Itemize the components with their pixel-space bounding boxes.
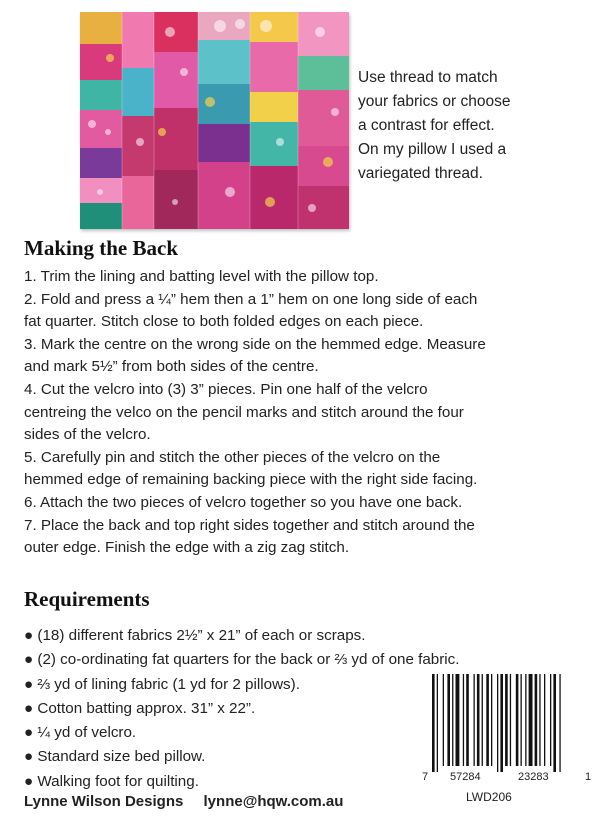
barcode-bar — [550, 674, 551, 766]
making-back-heading: Making the Back — [24, 236, 179, 260]
barcode-digit-left: 7 — [422, 771, 429, 783]
barcode-bar — [432, 674, 435, 772]
barcode-bar — [456, 674, 460, 766]
making-back-steps — [24, 266, 584, 560]
requirement-item: ● Standard size bed pillow. — [24, 748, 206, 766]
barcode-bar — [544, 674, 545, 766]
barcode-bar — [463, 674, 464, 766]
footer — [24, 793, 343, 810]
intro-line: a contrast for effect. — [358, 117, 495, 134]
pillow-photo — [80, 12, 349, 229]
requirement-item: ● ⅔ yd of lining fabric (1 yd for 2 pillows). — [24, 675, 300, 693]
barcode-bar — [477, 674, 480, 766]
barcode-bar — [559, 674, 560, 772]
barcode-bar — [553, 674, 556, 772]
step-line: 7. Place the back and top right sides together and stitch around the — [24, 516, 475, 534]
step-line: 5. Carefully pin and stitch the other pieces of the velcro on the — [24, 448, 441, 466]
barcode-bar — [452, 674, 453, 766]
intro-note — [358, 66, 578, 186]
requirement-item: ● (2) co-ordinating fat quarters for the back or ⅔ yd of one fabric. — [24, 651, 460, 669]
requirement-item: ● Walking foot for quilting. — [24, 772, 199, 790]
barcode-bar — [497, 674, 498, 772]
barcode-graphic — [420, 670, 595, 788]
barcode-bar — [516, 674, 519, 766]
step-line: and mark 5½” from both sides of the centre. — [24, 358, 319, 376]
intro-line: Use thread to match — [358, 69, 498, 86]
intro-line: your fabrics or choose — [358, 93, 511, 110]
requirement-item: ● ¼ yd of velcro. — [24, 724, 137, 742]
barcode-bar — [529, 674, 533, 766]
barcode-bar — [491, 674, 492, 766]
step-line: 3. Mark the centre on the wrong side on the hemmed edge. Measure — [24, 335, 486, 353]
requirement-item: ● (18) different fabrics 2½” x 21” of each or scraps. — [24, 627, 366, 644]
requirements-heading: Requirements — [24, 587, 150, 611]
intro-line: On my pillow I used a — [358, 141, 507, 158]
step-line: fat quarter. Stitch close to both folded edges on each piece. — [24, 313, 424, 331]
product-code: LWD206 — [466, 790, 512, 804]
barcode — [420, 670, 595, 790]
barcode-group-2: 23283 — [518, 771, 549, 783]
barcode-bar — [510, 674, 511, 766]
step-line: 2. Fold and press a ¼” hem then a 1” hem on one long side of each — [24, 290, 478, 308]
barcode-bar — [474, 674, 475, 766]
step-line: 4. Cut the velcro into (3) 3” pieces. Pin one half of the velcro — [24, 380, 428, 398]
barcode-bar — [535, 674, 538, 766]
barcode-bar — [539, 674, 540, 766]
step-line: outer edge. Finish the edge with a zig zag stitch. — [24, 539, 350, 557]
brand-name: Lynne Wilson Designs — [24, 793, 184, 810]
barcode-bar — [486, 674, 489, 766]
barcode-bar — [505, 674, 508, 766]
barcode-group-1: 57284 — [450, 771, 481, 783]
step-line: sides of the velcro. — [24, 426, 151, 444]
barcode-digit-right: 1 — [585, 771, 592, 783]
step-line: hemmed edge of remaining backing piece with the right side facing. — [24, 471, 478, 489]
barcode-bar — [447, 674, 450, 766]
barcode-bar — [525, 674, 526, 766]
barcode-bar — [443, 674, 444, 766]
intro-line: variegated thread. — [358, 165, 483, 182]
barcode-bar — [521, 674, 522, 766]
step-line: centreing the velco on the pencil marks and stitch around the four — [24, 403, 464, 421]
requirement-item: ● Cotton batting approx. 31” x 22”. — [24, 699, 256, 717]
email-link[interactable]: lynne@hqw.com.au — [203, 793, 344, 810]
barcode-bar — [500, 674, 503, 772]
barcode-bar — [437, 674, 438, 772]
step-line: 6. Attach the two pieces of velcro together so you have one back. — [24, 493, 463, 511]
step-line: 1. Trim the lining and batting level with the pillow top. — [24, 268, 379, 285]
barcode-bar — [482, 674, 483, 766]
barcode-bar — [466, 674, 469, 766]
